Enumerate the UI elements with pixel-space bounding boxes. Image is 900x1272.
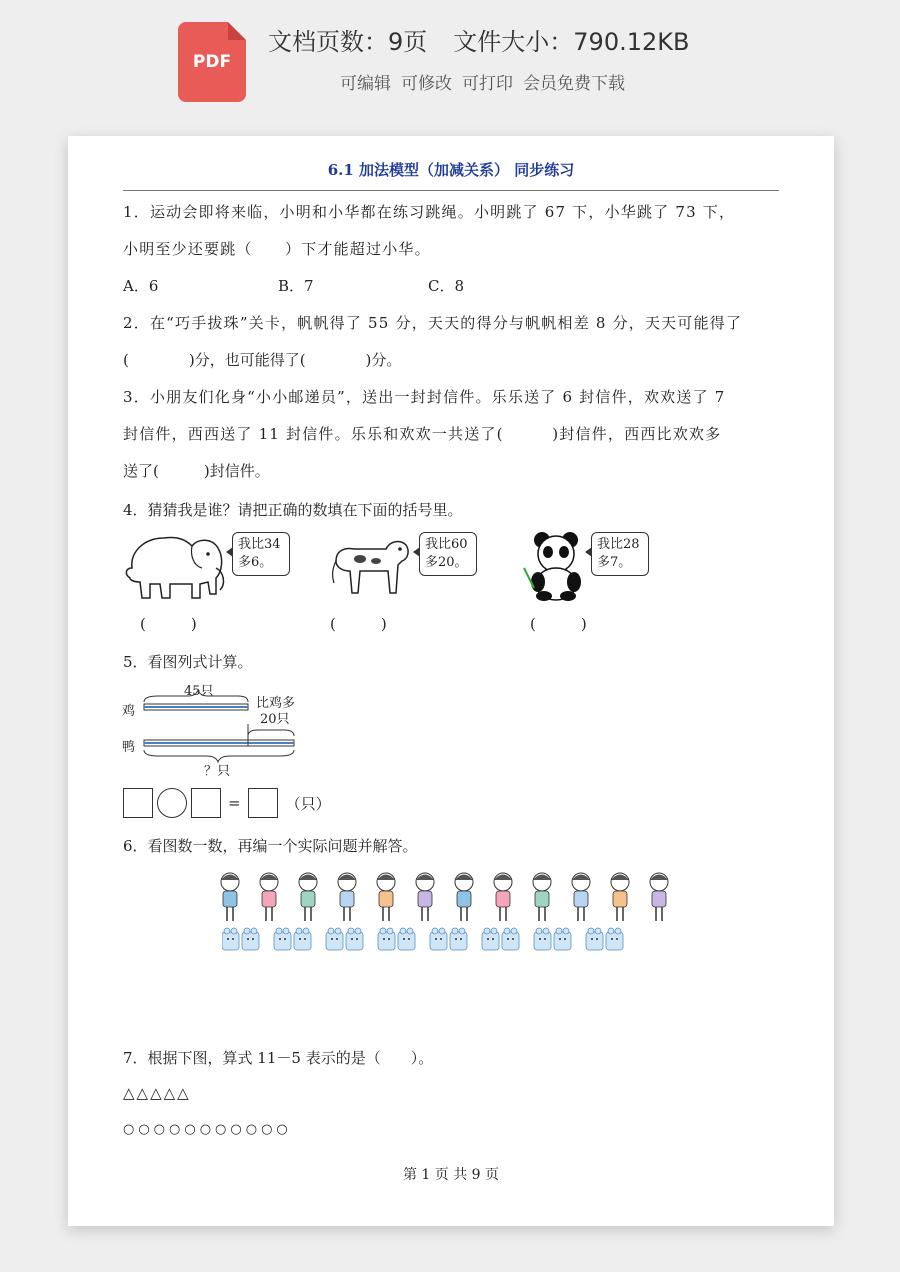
cup-icon — [242, 928, 259, 950]
q6-text: 6．看图数一数，再编一个实际问题并解答。 — [123, 837, 418, 855]
operator-circle[interactable] — [157, 788, 187, 818]
panda-image — [520, 528, 592, 602]
document-page[interactable] — [68, 136, 834, 1226]
title-divider — [123, 190, 779, 191]
equation-result-box[interactable] — [248, 788, 278, 818]
child-figure — [533, 873, 551, 921]
child-figure — [377, 873, 395, 921]
page-title: 6.1 加法模型（加减关系） 同步练习 — [327, 161, 575, 179]
chicken-label: 鸡 — [122, 704, 136, 719]
q2-line1: 2．在“巧手拔珠”关卡，帆帆得了 55 分，天天的得分与帆帆相差 8 分，天天可能得了 — [123, 314, 743, 332]
pdf-badge-label: PDF — [192, 52, 232, 72]
q3-line3: 送了( )封信件。 — [123, 462, 270, 480]
unit-label: （只） — [285, 794, 331, 813]
equals-sign: = — [228, 794, 241, 812]
cup-icon — [450, 928, 467, 950]
cup-icon — [346, 928, 363, 950]
q3-line2: 封信件，西西送了 11 封信件。乐乐和欢欢一共送了( )封信件，西西比欢欢多 — [123, 425, 722, 443]
cow-speech-bubble — [419, 532, 477, 576]
child-figure — [221, 873, 239, 921]
cup-icon — [502, 928, 519, 950]
cow-image — [330, 531, 410, 603]
q3-line1: 3．小朋友们化身“小小邮递员”，送出一封封信件。乐乐送了 6 封信件，欢欢送了 7 — [123, 388, 726, 406]
equation-boxes — [123, 788, 331, 818]
panda-answer-blank: ( ) — [530, 615, 587, 633]
cup-icon — [274, 928, 291, 950]
q1-option-c: C．8 — [428, 277, 465, 295]
panda-bubble-line1: 我比28 — [597, 537, 640, 552]
cow-bubble-line1: 我比60 — [425, 537, 468, 552]
q1-option-a: A．6 — [123, 277, 159, 295]
page-footer: 第 1 页 共 9 页 — [402, 1167, 500, 1183]
q1-options — [123, 268, 783, 305]
cup-icon — [378, 928, 395, 950]
feature-modifiable: 可修改 — [401, 74, 452, 94]
panda-speech-bubble — [591, 532, 649, 576]
cups-illustration — [222, 926, 682, 954]
file-size: 文件大小：790.12KB — [453, 28, 690, 56]
cup-icon — [294, 928, 311, 950]
cup-icon — [398, 928, 415, 950]
triangle-row: △△△△△ — [123, 1084, 191, 1102]
cup-icon — [222, 928, 239, 950]
pdf-icon — [178, 22, 246, 102]
equation-box-1[interactable] — [123, 788, 153, 818]
panda-bubble-line2: 多7。 — [597, 555, 632, 570]
cow-answer-blank: ( ) — [330, 615, 387, 633]
child-figure — [299, 873, 317, 921]
child-figure — [338, 873, 356, 921]
elephant-bubble-line1: 我比34 — [238, 537, 281, 552]
children-illustration — [218, 871, 678, 923]
feature-printable: 可打印 — [462, 74, 513, 94]
child-figure — [416, 873, 434, 921]
q1-line2: 小明至少还要跳（ ）下才能超过小华。 — [123, 240, 431, 258]
elephant-image — [120, 528, 230, 604]
q5-text: 5．看图列式计算。 — [123, 653, 253, 671]
child-figure — [650, 873, 668, 921]
elephant-bubble-line2: 多6。 — [238, 555, 273, 570]
line-segment-diagram — [118, 680, 318, 780]
cup-icon — [606, 928, 623, 950]
elephant-answer-blank: ( ) — [140, 615, 197, 633]
cow-bubble-line2: 多20。 — [425, 555, 468, 570]
cup-icon — [586, 928, 603, 950]
child-figure — [611, 873, 629, 921]
cup-icon — [554, 928, 571, 950]
duck-question-label: ？只 — [204, 764, 231, 779]
cup-icon — [430, 928, 447, 950]
q1-line1: 1．运动会即将来临，小明和小华都在练习跳绳。小明跳了 67 下，小华跳了 73 下， — [123, 203, 736, 221]
feature-member-download: 会员免费下载 — [523, 74, 625, 94]
child-figure — [572, 873, 590, 921]
more-amount-label: 20只 — [260, 712, 290, 727]
segment-bars — [118, 680, 318, 780]
cup-icon — [326, 928, 343, 950]
more-than-chicken-label: 比鸡多 — [256, 696, 296, 711]
q4-text: 4．猜猜我是谁？请把正确的数填在下面的括号里。 — [123, 501, 463, 519]
q7-text: 7．根据下图，算式 11－5 表示的是（ ）。 — [123, 1049, 434, 1067]
child-figure — [494, 873, 512, 921]
feature-editable: 可编辑 — [340, 74, 391, 94]
duck-label: 鸭 — [122, 740, 136, 755]
q2-line2: ( )分，也可能得了( )分。 — [123, 351, 402, 369]
child-figure — [455, 873, 473, 921]
cup-icon — [482, 928, 499, 950]
chicken-count-label: 45只 — [184, 684, 214, 699]
cup-icon — [534, 928, 551, 950]
elephant-speech-bubble — [232, 532, 290, 576]
q1-option-b: B．7 — [278, 277, 314, 295]
page-count: 文档页数：9页 — [268, 28, 428, 56]
circle-row: ○○○○○○○○○○○ — [123, 1122, 292, 1137]
file-info — [268, 22, 689, 94]
child-figure — [260, 873, 278, 921]
equation-box-2[interactable] — [191, 788, 221, 818]
